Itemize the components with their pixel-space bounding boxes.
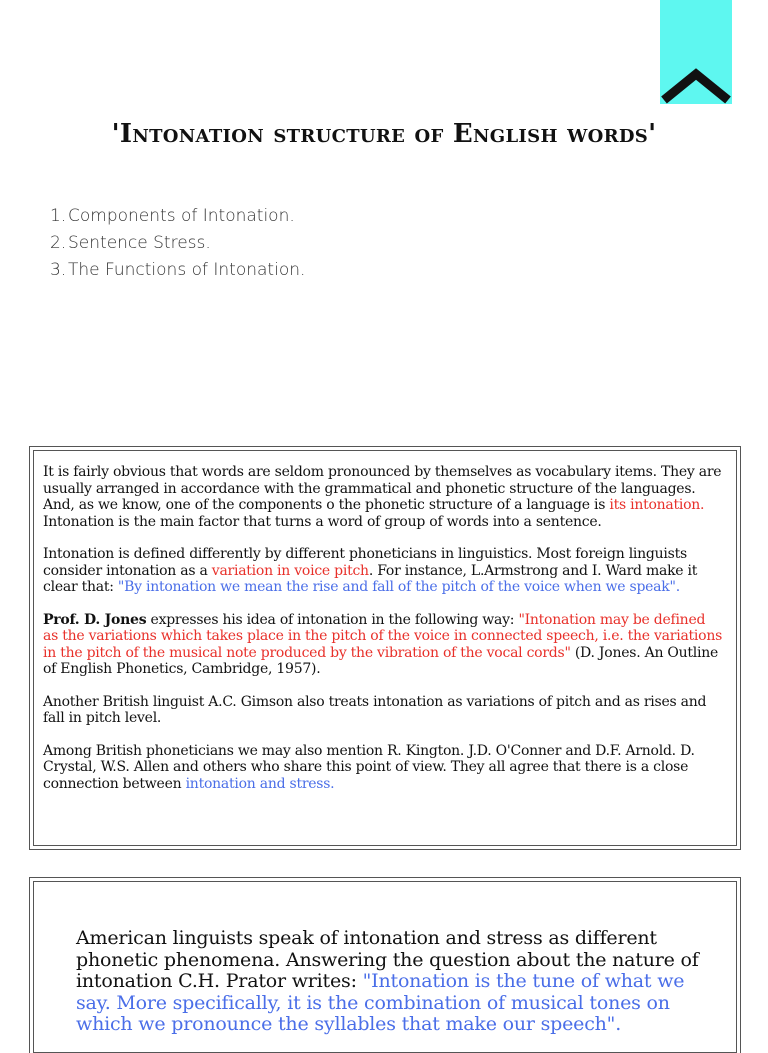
list-item: 1. Components of Intonation. [50, 206, 295, 226]
paragraph: American linguists speak of intonation and stress as different phonetic phenomena. Answering the question about the nature of intonation C.H. Prator writes: "Intonation is the tune of what we say. More specifically, it is the combination of musical tones on which we pronounce the syllables that make our speech". [76, 927, 699, 1035]
list-item: 2. Sentence Stress. [50, 233, 211, 253]
definition-body [43, 464, 723, 808]
paragraph: Intonation is defined differently by different phoneticians in linguistics. Most foreign linguists consider intonation as a variation in voice pitch. For instance, L.Armstrong and I. Ward make it clear that: "By intonation we mean the rise and fall of the pitch of the voice when we speak". [43, 546, 698, 595]
definition-text-box [33, 450, 737, 846]
quote-text-box [33, 881, 737, 1053]
paragraph: It is fairly obvious that words are seldom pronounced by themselves as vocabulary items. They are usually arranged in accordance with the grammatical and phonetic structure of the languages. And, as we know, one of the components o the phonetic structure of a language is its intonation. Intonation is the main factor that turns a word of group of words into a sentence. [43, 464, 722, 530]
topics-list [50, 203, 305, 284]
paragraph: Prof. D. Jones expresses his idea of intonation in the following way: "Intonation may be defined as the variations which takes place in the pitch of the voice in connected speech, i.e. the variations in the pitch of the musical note produced by the vibration of the vocal cords" (D. Jones. An Outline of English Phonetics, Cambridge, 1957). [43, 611, 723, 677]
quote-body [76, 928, 716, 1036]
chevron-up-icon [660, 66, 732, 106]
paragraph: Among British phoneticians we may also mention R. Kington. J.D. O'Conner and D.F. Arnold. D. Crystal, W.S. Allen and others who share this point of view. They all agree that there is a close connection between intonation and stress. [43, 742, 695, 792]
page-title: 'Intonation structure of English words' [111, 119, 657, 149]
list-item: 3. The Functions of Intonation. [50, 260, 306, 280]
bookmark-ribbon [660, 0, 732, 104]
paragraph: Another British linguist A.C. Gimson also treats intonation as variations of pitch and as rises and fall in pitch level. [43, 693, 707, 726]
